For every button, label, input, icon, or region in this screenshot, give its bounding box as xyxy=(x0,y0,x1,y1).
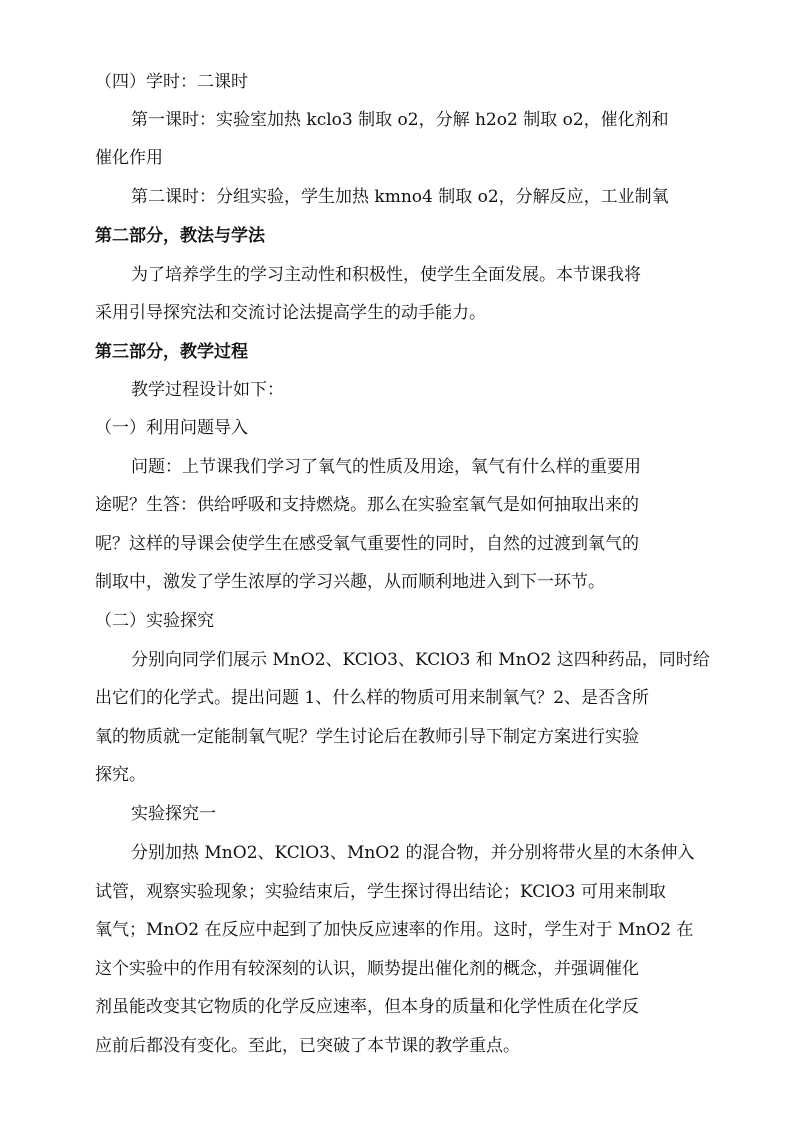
section-four-title: （四）学时：二课时 xyxy=(95,72,248,92)
sub2-paragraph-line: 分别向同学们展示 MnO2、KClO3、KClO3 和 MnO2 这四种药品，同时给 xyxy=(131,650,710,670)
exp1-paragraph-line: 试管，观察实验现象；实验结束后，学生探讨得出结论；KClO3 可用来制取 xyxy=(95,882,666,902)
exp1-paragraph-line: 这个实验中的作用有较深刻的认识，顺势提出催化剂的概念，并强调催化 xyxy=(95,959,639,979)
lesson1-line: 第一课时：实验室加热 kclo3 制取 o2，分解 h2o2 制取 o2，催化剂和 xyxy=(131,110,669,130)
sub1-title: （一）利用问题导入 xyxy=(95,418,248,438)
sub2-title: （二）实验探究 xyxy=(95,611,214,631)
sub2-paragraph-line: 探究。 xyxy=(95,765,146,785)
exp1-title: 实验探究一 xyxy=(131,804,216,824)
part2-paragraph-line: 采用引导探究法和交流讨论法提高学生的动手能力。 xyxy=(95,303,486,323)
process-intro: 教学过程设计如下： xyxy=(131,380,284,400)
exp1-paragraph-line: 应前后都没有变化。至此，已突破了本节课的教学重点。 xyxy=(95,1036,520,1056)
part3-heading: 第三部分，教学过程 xyxy=(95,342,248,362)
exp1-paragraph-line: 剂虽能改变其它物质的化学反应速率，但本身的质量和化学性质在化学反 xyxy=(95,997,639,1017)
part2-heading: 第二部分，教法与学法 xyxy=(95,226,265,246)
part2-paragraph-line: 为了培养学生的学习主动性和积极性，使学生全面发展。本节课我将 xyxy=(131,265,641,285)
sub2-paragraph-line: 出它们的化学式。提出问题 1、什么样的物质可用来制氧气？2、是否含所 xyxy=(95,688,650,708)
sub1-paragraph-line: 问题：上节课我们学习了氧气的性质及用途，氧气有什么样的重要用 xyxy=(131,457,641,477)
sub1-paragraph-line: 呢？这样的导课会使学生在感受氧气重要性的同时，自然的过渡到氧气的 xyxy=(95,534,639,554)
exp1-paragraph-line: 氧气；MnO2 在反应中起到了加快反应速率的作用。这时，学生对于 MnO2 在 xyxy=(95,920,694,940)
exp1-paragraph-line: 分别加热 MnO2、KClO3、MnO2 的混合物，并分别将带火星的木条伸入 xyxy=(131,843,695,863)
lesson1-line: 催化作用 xyxy=(95,148,163,168)
sub2-paragraph-line: 氧的物质就一定能制氧气呢？学生讨论后在教师引导下制定方案进行实验 xyxy=(95,727,639,747)
lesson2-line: 第二课时：分组实验，学生加热 kmno4 制取 o2，分解反应，工业制氧 xyxy=(131,187,669,207)
sub1-paragraph-line: 途呢？生答：供给呼吸和支持燃烧。那么在实验室氧气是如何抽取出来的 xyxy=(95,495,639,515)
sub1-paragraph-line: 制取中，激发了学生浓厚的学习兴趣，从而顺利地进入到下一环节。 xyxy=(95,572,605,592)
